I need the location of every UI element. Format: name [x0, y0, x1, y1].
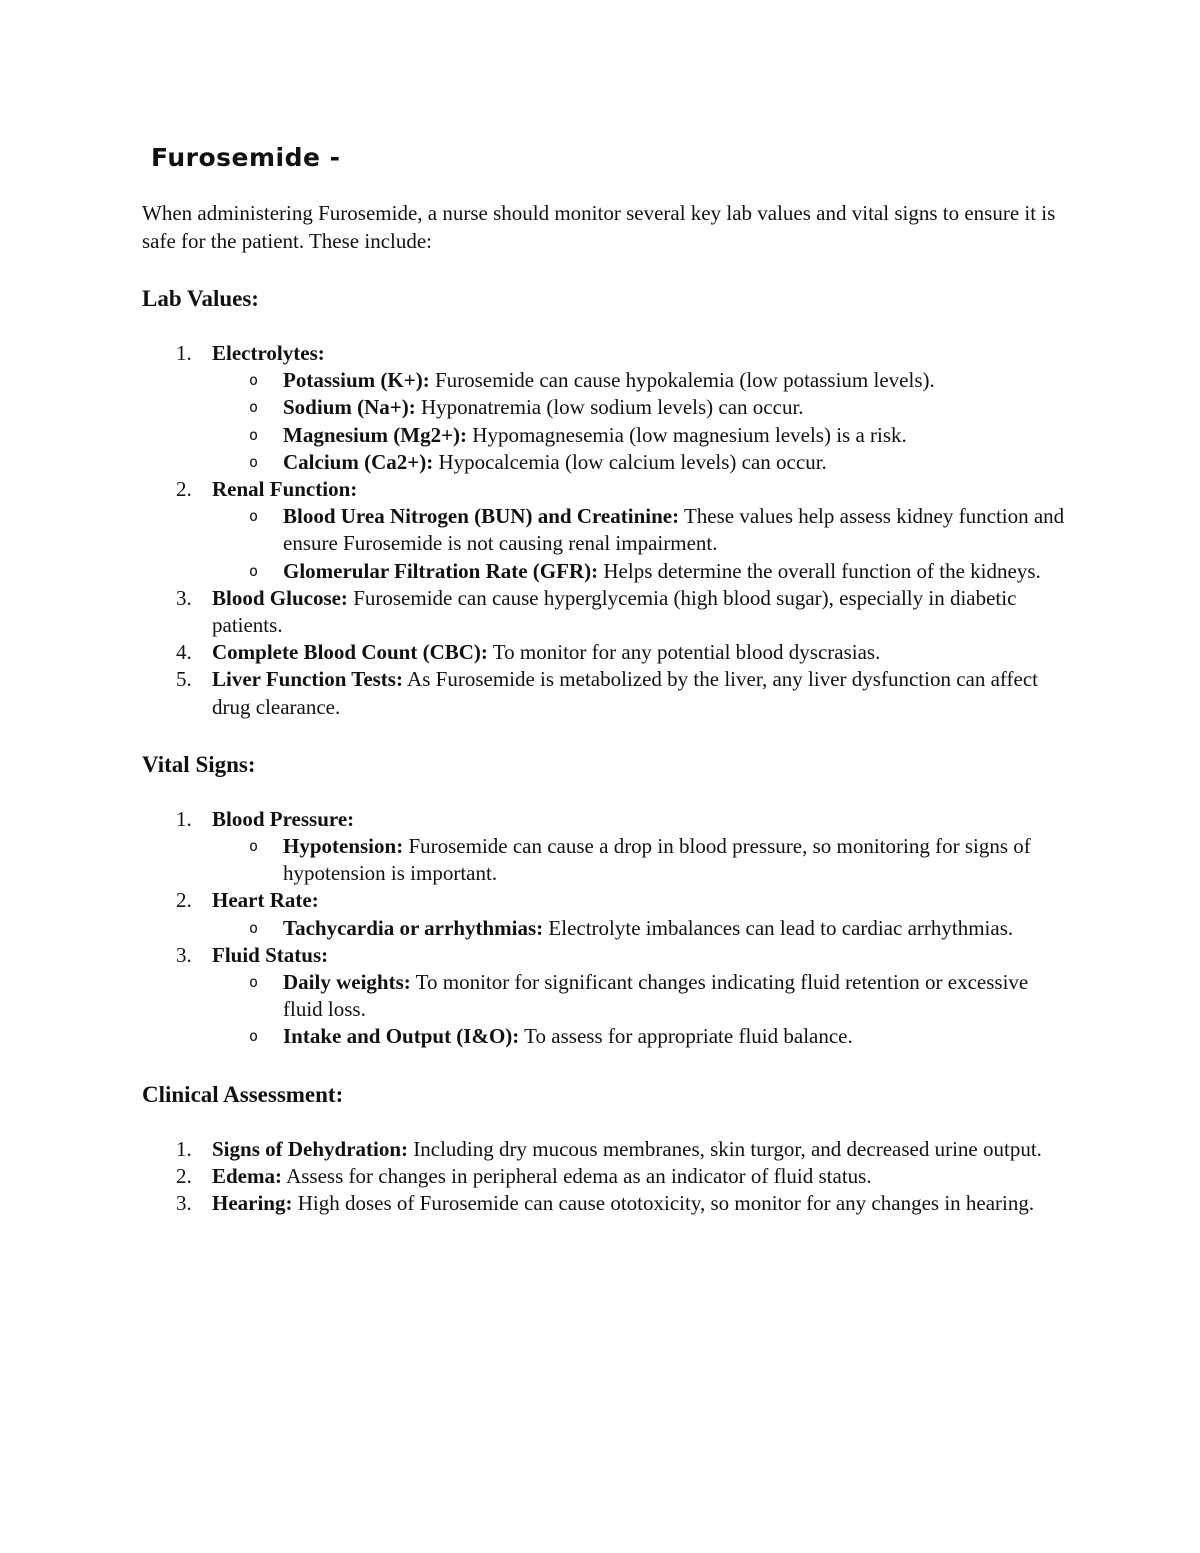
sub-item-text: Furosemide can cause hypokalemia (low potassium levels).: [429, 368, 935, 393]
list-item: [142, 942, 1072, 1051]
sub-list: [212, 503, 1072, 585]
item-text: As Furosemide is metabolized by the liver, any liver dysfunction can affect drug clearance.: [212, 667, 1038, 719]
item-text: Assess for changes in peripheral edema as an indicator of fluid status.: [282, 1163, 872, 1188]
sub-item-text: Electrolyte imbalances can lead to cardiac arrhythmias.: [543, 915, 1014, 940]
sub-item-label: Potassium (K+):: [283, 368, 430, 393]
sub-item-text: Hypomagnesemia (low magnesium levels) is a risk.: [467, 422, 907, 447]
bullet-icon: o: [249, 398, 259, 417]
bullet-icon: o: [249, 371, 259, 390]
bullet-icon: o: [249, 973, 259, 992]
item-text: Including dry mucous membranes, skin turgor, and decreased urine output.: [408, 1136, 1042, 1161]
bullet-icon: o: [249, 837, 259, 856]
bullet-icon: o: [249, 425, 259, 444]
list-number: 3.: [176, 942, 192, 967]
sub-item-label: Blood Urea Nitrogen (BUN) and Creatinine:: [283, 504, 680, 529]
sub-item-text: To monitor for significant changes indicating fluid retention or excessive fluid loss.: [283, 970, 1029, 1022]
list-number: 1.: [176, 806, 192, 831]
clinical-assessment-list: [142, 1136, 1072, 1218]
sub-list-item: [142, 394, 1072, 421]
list-number: 4.: [176, 640, 192, 665]
sub-list-item: [142, 558, 1072, 585]
sub-item-text: Hypocalcemia (low calcium levels) can occur.: [433, 449, 827, 474]
list-item: [142, 340, 1072, 476]
bullet-icon: o: [249, 1027, 259, 1046]
item-label: Blood Pressure:: [212, 806, 355, 831]
list-item: [142, 1190, 1072, 1217]
bullet-icon: o: [249, 452, 259, 471]
list-item: [142, 887, 1072, 941]
list-item: [142, 806, 1072, 888]
item-label: Signs of Dehydration:: [212, 1136, 409, 1161]
item-label: Blood Glucose:: [212, 585, 348, 610]
list-number: 2.: [176, 1163, 192, 1188]
sub-item-text: Hyponatremia (low sodium levels) can occur.: [415, 395, 804, 420]
item-label: Heart Rate:: [212, 888, 319, 913]
list-number: 1.: [176, 1136, 192, 1161]
intro-paragraph: When administering Furosemide, a nurse should monitor several key lab values and vital signs to ensure it is safe for the patient. These include:: [142, 201, 1056, 253]
vital-signs-list: [142, 806, 1072, 1051]
sub-list-item: [142, 1023, 1072, 1050]
item-label: Fluid Status:: [212, 942, 329, 967]
item-text: To monitor for any potential blood dyscrasias.: [487, 640, 881, 665]
sub-item-label: Magnesium (Mg2+):: [283, 422, 468, 447]
sub-item-text: Furosemide can cause a drop in blood pressure, so monitoring for signs of hypotension is important.: [283, 834, 1031, 886]
sub-list-item: [142, 969, 1072, 1023]
section-heading-lab-values: Lab Values:: [142, 286, 259, 311]
list-number: 2.: [176, 477, 192, 502]
sub-item-text: Helps determine the overall function of the kidneys.: [598, 558, 1041, 583]
sub-item-text: To assess for appropriate fluid balance.: [519, 1024, 853, 1049]
document-title: Furosemide -: [151, 143, 341, 172]
sub-item-label: Daily weights:: [283, 970, 411, 995]
sub-list-item: [142, 422, 1072, 449]
list-item: [142, 639, 1072, 666]
sub-list-item: [142, 367, 1072, 394]
list-item: [142, 476, 1072, 585]
item-label: Complete Blood Count (CBC):: [212, 640, 488, 665]
sub-list-item: [142, 449, 1072, 476]
list-number: 2.: [176, 888, 192, 913]
bullet-icon: o: [249, 918, 259, 937]
item-label: Edema:: [212, 1163, 282, 1188]
sub-item-label: Glomerular Filtration Rate (GFR):: [283, 558, 599, 583]
sub-item-label: Intake and Output (I&O):: [283, 1024, 520, 1049]
list-item: [142, 1136, 1072, 1163]
list-number: 5.: [176, 667, 192, 692]
section-heading-vital-signs: Vital Signs:: [142, 751, 256, 777]
sub-list: [212, 969, 1072, 1051]
section-heading-clinical-assessment: Clinical Assessment:: [142, 1081, 344, 1107]
item-text: High doses of Furosemide can cause ototoxicity, so monitor for any changes in hearing.: [292, 1191, 1035, 1216]
bullet-icon: o: [249, 561, 259, 580]
sub-item-label: Calcium (Ca2+):: [283, 449, 434, 474]
sub-item-label: Hypotension:: [283, 834, 404, 859]
sub-list: [212, 915, 1072, 942]
list-number: 3.: [176, 585, 192, 610]
list-number: 1.: [176, 341, 192, 365]
sub-list: [212, 833, 1072, 887]
item-label: Hearing:: [212, 1191, 293, 1216]
document-page: [142, 142, 1072, 1217]
list-number: 3.: [176, 1191, 192, 1216]
sub-item-text: These values help assess kidney function and ensure Furosemide is not causing renal impairment.: [283, 504, 1065, 556]
sub-list-item: [142, 833, 1072, 887]
bullet-icon: o: [249, 507, 259, 526]
list-item: [142, 666, 1072, 720]
list-item: [142, 585, 1072, 639]
sub-item-label: Sodium (Na+):: [283, 395, 416, 420]
item-text: Furosemide can cause hyperglycemia (high blood sugar), especially in diabetic patients.: [212, 585, 1017, 638]
sub-list-item: [142, 503, 1072, 557]
sub-list: [212, 367, 1072, 476]
sub-list-item: [142, 915, 1072, 942]
item-label: Electrolytes:: [212, 341, 325, 365]
item-label: Renal Function:: [212, 477, 358, 502]
list-item: [142, 1163, 1072, 1190]
lab-values-list: [142, 340, 1072, 721]
sub-item-label: Tachycardia or arrhythmias:: [283, 915, 544, 940]
item-label: Liver Function Tests:: [212, 667, 403, 692]
